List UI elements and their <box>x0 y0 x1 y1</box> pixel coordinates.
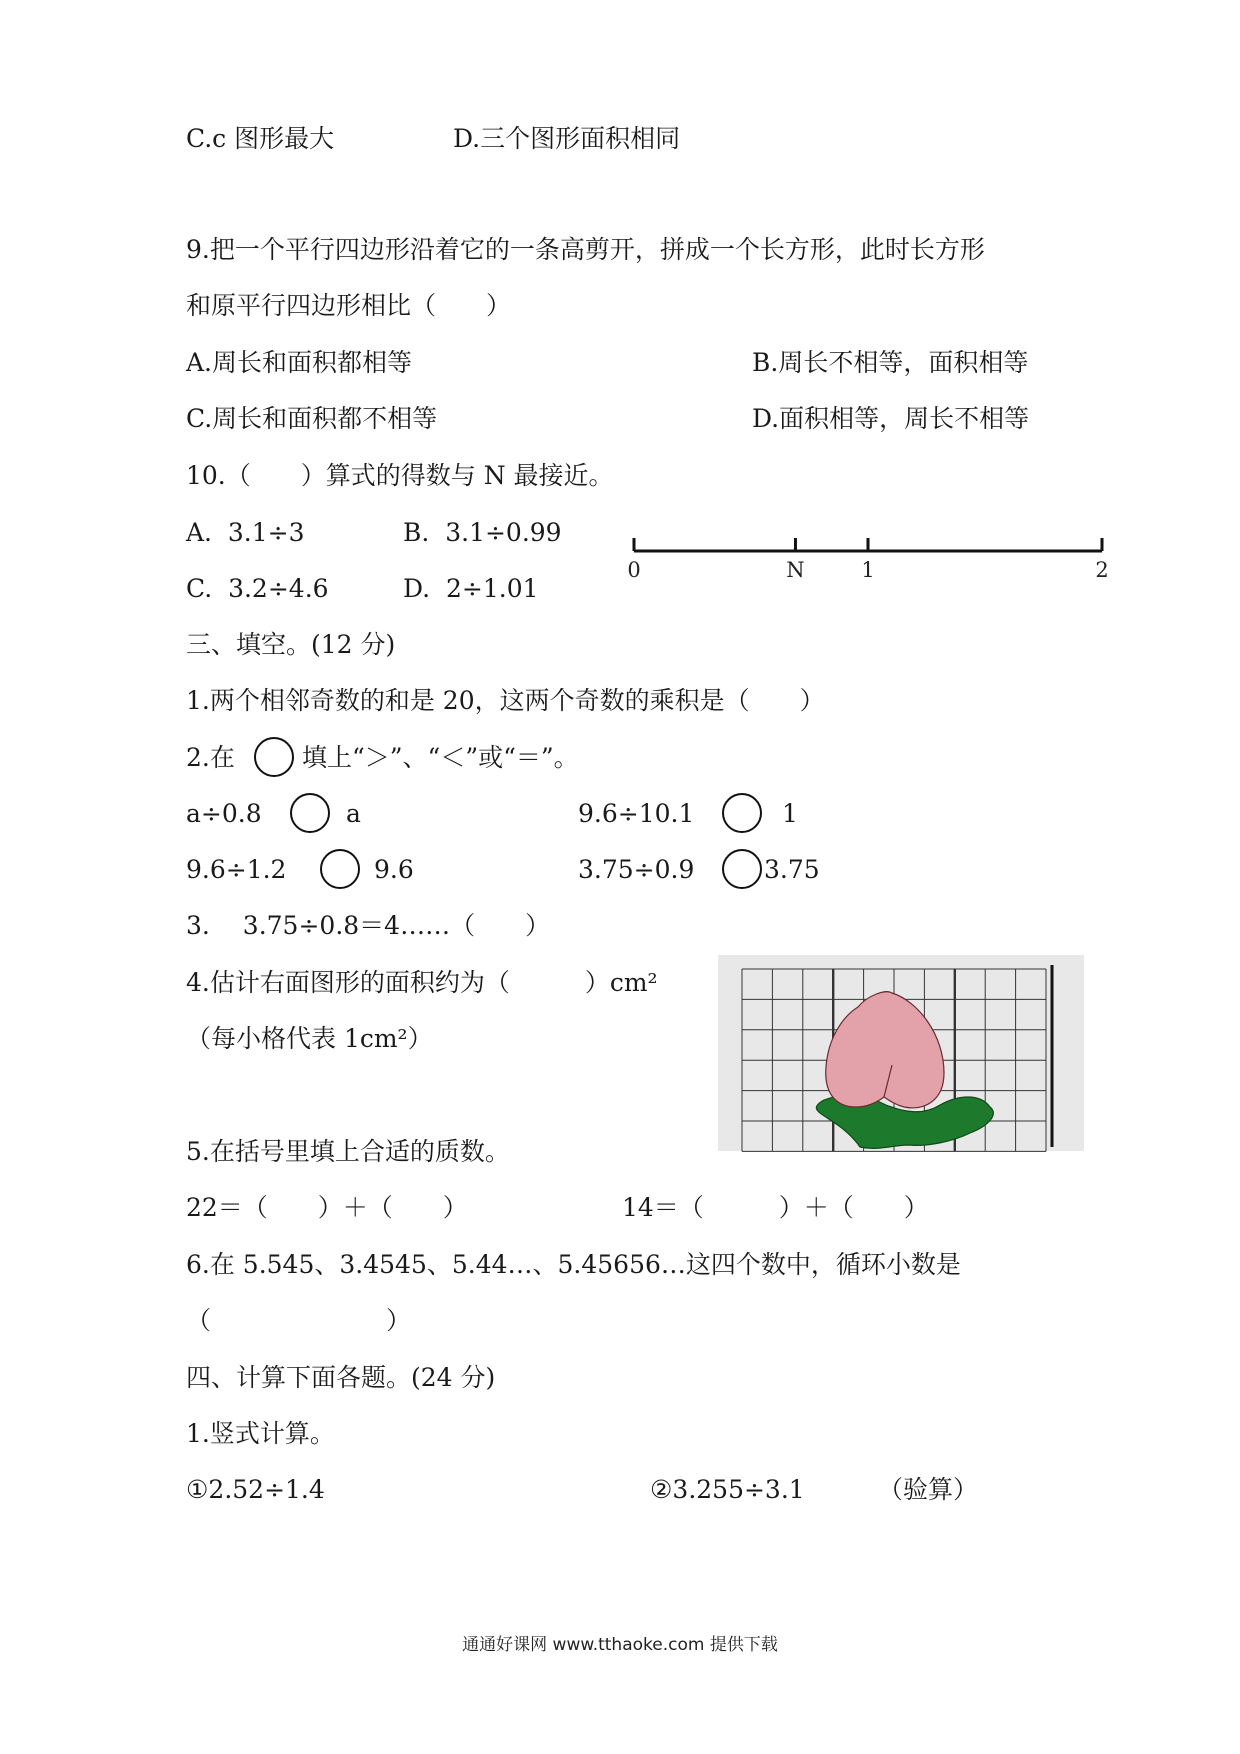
s3-q5-stem: 5.在括号里填上合适的质数。 <box>186 1137 510 1166</box>
s3-q6-line2: （ ） <box>186 1306 412 1335</box>
s4-q1: 1.竖式计算。 <box>186 1419 335 1448</box>
s3-q2-prefix: 2.在 <box>186 743 235 772</box>
q9-option-d: D.面积相等，周长不相等 <box>752 404 1030 433</box>
blank-circle-example <box>254 737 294 777</box>
q9-option-a: A.周长和面积都相等 <box>186 348 413 377</box>
number-line-label: N <box>786 558 805 582</box>
q10-option-b: B. 3.1÷0.99 <box>403 518 562 547</box>
q8-option-c: C.c 图形最大 <box>186 124 335 153</box>
q10-option-c: C. 3.2÷4.6 <box>186 574 329 603</box>
s3-q4-line2: （每小格代表 1cm²） <box>186 1024 433 1053</box>
answer-circle[interactable] <box>290 793 330 833</box>
s3-q2-row1-left-after: a <box>346 799 361 828</box>
s3-q2-row1-right-after: 1 <box>782 799 798 828</box>
s3-q3: 3. 3.75÷0.8＝4……（ ） <box>186 911 551 940</box>
s3-q5-right: 14＝（ ）＋（ ） <box>622 1193 929 1222</box>
grid-peach-figure <box>718 955 1084 1151</box>
q10-stem: 10.（ ）算式的得数与 N 最接近。 <box>186 461 614 490</box>
s3-q2-instruction: 填上“＞”、“＜”或“＝”。 <box>302 743 579 772</box>
q9-stem-line2: 和原平行四边形相比（ ） <box>186 291 512 320</box>
s3-q1: 1.两个相邻奇数的和是 20，这两个奇数的乘积是（ ） <box>186 686 825 715</box>
s3-q6-line1: 6.在 5.545、3.4545、5.44…、5.45656…这四个数中，循环小数是 <box>186 1250 961 1279</box>
s3-q2-row2-left: 9.6÷1.2 <box>186 855 287 884</box>
answer-circle[interactable] <box>722 849 762 889</box>
number-line-label: 2 <box>1095 558 1109 582</box>
s3-q5-left: 22＝（ ）＋（ ） <box>186 1193 468 1222</box>
s4-verify-label: （验算） <box>878 1475 979 1504</box>
s3-q2-row2-right: 3.75÷0.9 <box>578 855 695 884</box>
s4-problem-2: ②3.255÷3.1 <box>650 1475 805 1504</box>
s3-q2-row2-left-after: 9.6 <box>374 855 414 884</box>
q10-option-d: D. 2÷1.01 <box>403 574 539 603</box>
s4-problem-1: ①2.52÷1.4 <box>186 1475 325 1504</box>
q8-option-d: D.三个图形面积相同 <box>453 124 681 153</box>
s3-q2-row1-left: a÷0.8 <box>186 799 262 828</box>
s3-q4-line1: 4.估计右面图形的面积约为（ ）cm² <box>186 968 658 997</box>
section4-heading: 四、计算下面各题。(24 分) <box>186 1363 496 1392</box>
number-line <box>627 536 1120 586</box>
number-line-label: 0 <box>627 558 641 582</box>
section3-heading: 三、填空。(12 分) <box>186 630 396 659</box>
answer-circle[interactable] <box>722 793 762 833</box>
s3-q2-row2-right-after: 3.75 <box>764 855 820 884</box>
q9-option-b: B.周长不相等，面积相等 <box>752 348 1029 377</box>
q9-option-c: C.周长和面积都不相等 <box>186 404 438 433</box>
s3-q2-row1-right: 9.6÷10.1 <box>578 799 695 828</box>
page-footer: 通通好课网 www.tthaoke.com 提供下载 <box>462 1635 778 1655</box>
number-line-label: 1 <box>861 558 875 582</box>
q9-stem-line1: 9.把一个平行四边形沿着它的一条高剪开，拼成一个长方形，此时长方形 <box>186 235 985 264</box>
answer-circle[interactable] <box>320 849 360 889</box>
q10-option-a: A. 3.1÷3 <box>186 518 305 547</box>
